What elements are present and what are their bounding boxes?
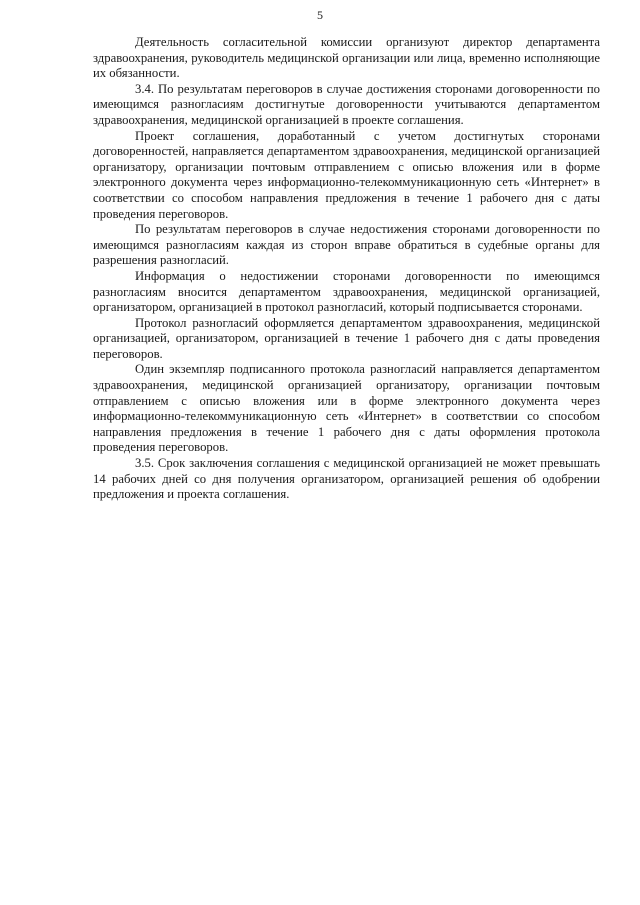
paragraph-no-agreement: По результатам переговоров в случае недостижения сторонами договоренности по имеющимся разногласиям каждая из сторон вправе обратиться в судебные органы для разрешения разногласий. xyxy=(93,222,600,268)
paragraph-draft-agreement: Проект соглашения, доработанный с учетом достигнутых сторонами договоренностей, направляется департаментом здравоохранения, медицинской организацией организатору, организации почтовым отправлением с описью вложения или в форме электронного документа через информационно-телекоммуникационную сеть «Интернет» в соответствии со способом направления предложения в течение 1 рабочего дня с даты проведения переговоров. xyxy=(93,128,600,221)
paragraph-3-4: 3.4. По результатам переговоров в случае достижения сторонами договоренности по имеющимся разногласиям достигнутые договоренности учитываются департаментом здравоохранения, медицинской организацией в проекте соглашения. xyxy=(93,81,600,127)
paragraph-protocol: Протокол разногласий оформляется департаментом здравоохранения, медицинской организацией, организатором, организацией в течение 1 рабочего дня с даты проведения переговоров. xyxy=(93,315,600,361)
paragraph-3-5: 3.5. Срок заключения соглашения с медицинской организацией не может превышать 14 рабочих дней со дня получения организатором, организацией решения об одобрении предложения и проекта соглашения. xyxy=(93,456,600,502)
paragraph-protocol-copy: Один экземпляр подписанного протокола разногласий направляется департаментом здравоохранения, медицинской организацией организатору, организации почтовым отправлением с описью вложения или в форме электронного документа через информационно-телекоммуникационную сеть «Интернет» в соответствии со способом направления предложения в течение 1 рабочего дня с даты оформления протокола проведения переговоров. xyxy=(93,362,600,455)
page-number: 5 xyxy=(317,8,323,22)
paragraph-disagreement-info: Информация о недостижении сторонами договоренности по имеющимся разногласиям вносится департаментом здравоохранения, медицинской организацией, организатором, организацией в протокол разногласий, который подписывается сторонами. xyxy=(93,268,600,315)
document-body xyxy=(93,35,600,503)
paragraph-commission: Деятельность согласительной комиссии организуют директор департамента здравоохранения, руководитель медицинской организации или лица, временно исполняющие их обязанности. xyxy=(93,35,600,81)
